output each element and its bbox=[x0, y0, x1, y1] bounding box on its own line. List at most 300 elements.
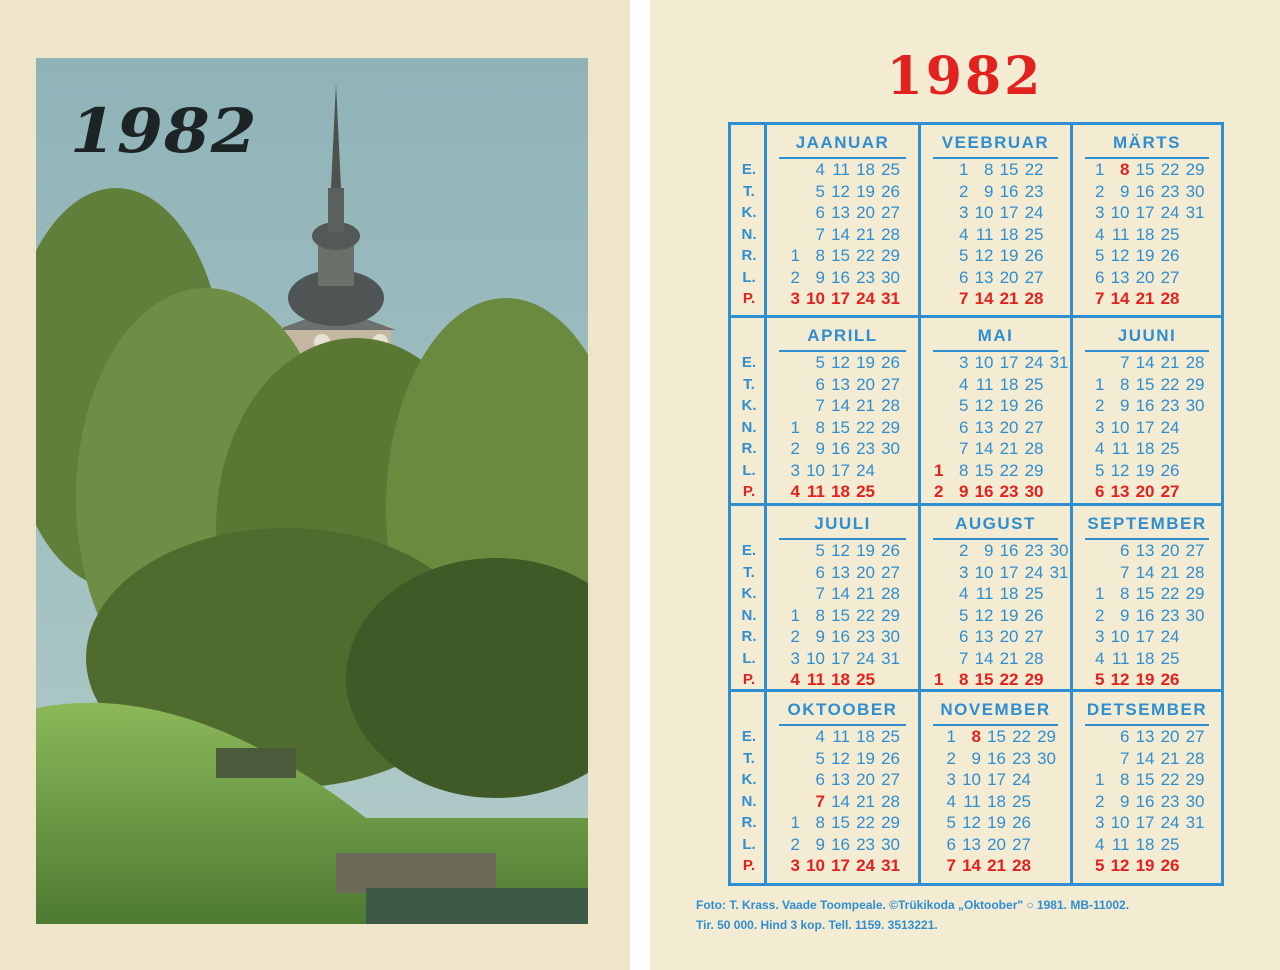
day-cell: 20 bbox=[856, 374, 875, 394]
day-cell: 25 bbox=[856, 670, 875, 689]
day-cell: 8 bbox=[1120, 160, 1130, 179]
day-cell: 9 bbox=[984, 541, 994, 560]
day-cell: 22 bbox=[1160, 770, 1180, 789]
day-cell: 19 bbox=[856, 353, 875, 372]
day-cell: 13 bbox=[831, 203, 850, 222]
day-cell: 9 bbox=[971, 748, 981, 768]
day-cell: 19 bbox=[987, 813, 1006, 832]
day-cell: 23 bbox=[1160, 181, 1180, 201]
day-cell: 17 bbox=[831, 289, 850, 308]
day-cell: 28 bbox=[1160, 289, 1180, 308]
day-cell: 3 bbox=[1095, 813, 1105, 832]
day-cell: 24 bbox=[1160, 813, 1180, 832]
day-cell: 5 bbox=[815, 181, 825, 201]
day-cell: 6 bbox=[1120, 541, 1130, 560]
day-cell: 8 bbox=[1120, 584, 1130, 603]
day-cell: 6 bbox=[959, 627, 969, 646]
day-cell: 13 bbox=[974, 267, 994, 287]
day-cell: 26 bbox=[1012, 813, 1031, 832]
day-cell: 26 bbox=[1160, 246, 1180, 265]
day-cell: 30 bbox=[1185, 605, 1205, 625]
day-cell: 8 bbox=[971, 727, 981, 746]
day-cell: 10 bbox=[1110, 203, 1130, 222]
day-cell: 4 bbox=[790, 482, 800, 501]
day-cell: 24 bbox=[1024, 562, 1044, 582]
day-cell: 30 bbox=[1185, 791, 1205, 811]
day-cell: 21 bbox=[856, 396, 875, 415]
weekday-label: P. bbox=[742, 857, 756, 874]
month-märts bbox=[1073, 125, 1221, 315]
day-cell: 7 bbox=[1120, 562, 1130, 582]
day-cell: 13 bbox=[1135, 541, 1155, 560]
day-cell: 10 bbox=[962, 770, 981, 789]
day-cell: 5 bbox=[946, 813, 956, 832]
day-cell: 15 bbox=[1135, 770, 1155, 789]
day-cell: 21 bbox=[999, 648, 1019, 668]
day-cell: 28 bbox=[881, 224, 900, 244]
weekday-label: R. bbox=[741, 628, 757, 645]
day-cell: 3 bbox=[1095, 203, 1105, 222]
day-cell: 6 bbox=[815, 203, 825, 222]
day-cell: 9 bbox=[1120, 605, 1130, 625]
day-cell: 12 bbox=[1110, 670, 1130, 689]
back-year: 1982 bbox=[886, 46, 1044, 107]
day-cell: 31 bbox=[1185, 203, 1205, 222]
day-cell: 8 bbox=[815, 417, 825, 437]
day-cell: 24 bbox=[1160, 417, 1180, 437]
day-cell: 4 bbox=[1095, 224, 1105, 244]
weekday-label: L. bbox=[742, 835, 756, 853]
day-cell: 4 bbox=[946, 791, 956, 811]
weekday-label: E. bbox=[741, 728, 757, 745]
weekday-label: E. bbox=[741, 161, 757, 178]
day-cell: 10 bbox=[806, 460, 825, 480]
day-cell: 13 bbox=[974, 627, 994, 646]
day-cell: 20 bbox=[987, 834, 1006, 854]
day-cell: 16 bbox=[974, 482, 994, 501]
day-cell: 17 bbox=[831, 460, 850, 480]
day-cell: 2 bbox=[1095, 605, 1105, 625]
day-cell: 7 bbox=[815, 791, 825, 811]
day-cell: 31 bbox=[881, 648, 900, 668]
day-cell: 30 bbox=[881, 627, 900, 646]
weekday-label: R. bbox=[741, 814, 757, 831]
month-name: APRILL bbox=[807, 326, 878, 345]
weekday-label: R. bbox=[741, 440, 757, 457]
day-cell: 10 bbox=[806, 648, 825, 668]
day-cell: 29 bbox=[1024, 670, 1044, 689]
day-cell: 3 bbox=[1095, 627, 1105, 646]
month-name: AUGUST bbox=[955, 514, 1036, 533]
day-cell: 16 bbox=[1135, 396, 1155, 415]
day-cell: 29 bbox=[1185, 584, 1205, 603]
day-cell: 7 bbox=[959, 439, 969, 458]
day-cell: 28 bbox=[881, 396, 900, 415]
day-cell: 27 bbox=[881, 562, 900, 582]
day-cell: 20 bbox=[856, 562, 875, 582]
month-detsember bbox=[1073, 692, 1221, 883]
month-aprill bbox=[767, 318, 918, 503]
day-cell: 22 bbox=[1160, 160, 1180, 179]
month-name: DETSEMBER bbox=[1086, 700, 1208, 719]
day-cell: 13 bbox=[974, 417, 994, 437]
day-cell: 16 bbox=[831, 834, 850, 854]
day-cell: 26 bbox=[1160, 670, 1180, 689]
day-cell: 4 bbox=[1095, 648, 1105, 668]
day-cell: 4 bbox=[959, 374, 969, 394]
day-cell: 29 bbox=[881, 246, 900, 265]
day-cell: 28 bbox=[1185, 748, 1205, 768]
day-cell: 30 bbox=[1185, 396, 1205, 415]
day-cell: 7 bbox=[1120, 748, 1130, 768]
month-september bbox=[1073, 506, 1221, 689]
day-cell: 23 bbox=[856, 834, 875, 854]
day-cell: 18 bbox=[999, 584, 1019, 603]
day-cell: 2 bbox=[1095, 791, 1105, 811]
day-cell: 1 bbox=[790, 417, 800, 437]
day-cell: 7 bbox=[946, 856, 956, 875]
day-cell: 1 bbox=[1095, 770, 1105, 789]
day-cell: 6 bbox=[959, 267, 969, 287]
day-cell: 20 bbox=[856, 203, 875, 222]
quarter-block bbox=[731, 503, 1221, 689]
day-cell: 1 bbox=[1095, 374, 1105, 394]
day-cell: 10 bbox=[806, 856, 825, 875]
day-cell: 25 bbox=[1024, 224, 1044, 244]
day-cell: 31 bbox=[1049, 562, 1069, 582]
weekday-label: K. bbox=[741, 771, 757, 788]
day-cell: 14 bbox=[831, 224, 850, 244]
day-cell: 13 bbox=[831, 770, 850, 789]
month-mai bbox=[918, 318, 1073, 503]
day-cell: 27 bbox=[1012, 834, 1031, 854]
day-cell: 23 bbox=[1160, 605, 1180, 625]
month-oktoober bbox=[767, 692, 918, 883]
day-cell: 31 bbox=[1049, 353, 1069, 372]
day-cell: 31 bbox=[881, 856, 900, 875]
day-cell: 29 bbox=[881, 605, 900, 625]
day-cell: 26 bbox=[881, 748, 900, 768]
day-cell: 19 bbox=[1135, 856, 1155, 875]
day-cell: 17 bbox=[1135, 627, 1155, 646]
month-name: JAANUAR bbox=[795, 133, 890, 152]
day-cell: 7 bbox=[815, 584, 825, 603]
day-cell: 4 bbox=[815, 160, 825, 179]
day-cell: 8 bbox=[815, 246, 825, 265]
day-cell: 15 bbox=[974, 670, 994, 689]
day-cell: 5 bbox=[815, 541, 825, 560]
day-cell: 6 bbox=[959, 417, 969, 437]
day-cell: 12 bbox=[831, 353, 850, 372]
day-cell: 15 bbox=[831, 813, 850, 832]
day-cell: 13 bbox=[1110, 482, 1130, 501]
month-august bbox=[918, 506, 1073, 689]
day-cell: 15 bbox=[999, 160, 1019, 179]
day-cell: 13 bbox=[1110, 267, 1130, 287]
day-cell: 18 bbox=[1135, 648, 1155, 668]
day-cell: 11 bbox=[975, 224, 994, 244]
day-cell: 26 bbox=[881, 541, 900, 560]
day-cell: 14 bbox=[974, 648, 994, 668]
day-cell: 11 bbox=[975, 584, 994, 603]
day-cell: 23 bbox=[1160, 396, 1180, 415]
day-cell: 29 bbox=[1037, 727, 1056, 746]
weekday-label: K. bbox=[741, 397, 757, 414]
day-cell: 4 bbox=[959, 584, 969, 603]
day-cell: 15 bbox=[987, 727, 1006, 746]
day-cell: 15 bbox=[831, 246, 850, 265]
day-cell: 24 bbox=[856, 289, 875, 308]
day-cell: 16 bbox=[1135, 181, 1155, 201]
day-cell: 19 bbox=[1135, 670, 1155, 689]
day-cell: 2 bbox=[790, 834, 800, 854]
weekday-label: N. bbox=[741, 792, 757, 810]
day-cell: 5 bbox=[1095, 856, 1105, 875]
day-cell: 11 bbox=[832, 160, 850, 179]
day-cell: 5 bbox=[959, 396, 969, 415]
day-cell: 9 bbox=[815, 834, 825, 854]
day-cell: 12 bbox=[831, 748, 850, 768]
day-cell: 12 bbox=[831, 181, 850, 201]
day-cell: 20 bbox=[999, 417, 1019, 437]
weekday-label: R. bbox=[741, 247, 757, 264]
day-cell: 23 bbox=[1024, 181, 1044, 201]
day-cell: 1 bbox=[790, 246, 800, 265]
weekday-label: T. bbox=[743, 563, 755, 581]
day-cell: 1 bbox=[790, 813, 800, 832]
day-cell: 26 bbox=[1160, 460, 1180, 480]
day-cell: 14 bbox=[831, 396, 850, 415]
day-cell: 12 bbox=[1110, 460, 1130, 480]
day-cell: 21 bbox=[856, 791, 875, 811]
day-cell: 18 bbox=[831, 670, 850, 689]
day-cell: 23 bbox=[999, 482, 1019, 501]
day-cell: 12 bbox=[974, 246, 994, 265]
day-cell: 22 bbox=[856, 246, 875, 265]
front-card bbox=[0, 0, 630, 970]
month-name: SEPTEMBER bbox=[1087, 514, 1207, 533]
day-cell: 26 bbox=[881, 181, 900, 201]
day-cell: 8 bbox=[959, 670, 969, 689]
day-cell: 5 bbox=[959, 605, 969, 625]
day-cell: 15 bbox=[831, 605, 850, 625]
weekday-column bbox=[731, 318, 767, 503]
day-cell: 27 bbox=[1024, 417, 1044, 437]
day-cell: 21 bbox=[1160, 353, 1180, 372]
day-cell: 17 bbox=[999, 353, 1019, 372]
day-cell: 5 bbox=[959, 246, 969, 265]
month-name: MÄRTS bbox=[1113, 133, 1181, 152]
day-cell: 16 bbox=[831, 439, 850, 458]
day-cell: 12 bbox=[831, 541, 850, 560]
day-cell: 10 bbox=[974, 562, 994, 582]
day-cell: 7 bbox=[815, 224, 825, 244]
day-cell: 7 bbox=[1120, 353, 1130, 372]
day-cell: 23 bbox=[1024, 541, 1044, 560]
day-cell: 26 bbox=[1024, 246, 1044, 265]
day-cell: 16 bbox=[987, 748, 1006, 768]
day-cell: 14 bbox=[1110, 289, 1130, 308]
day-cell: 21 bbox=[1160, 748, 1180, 768]
day-cell: 27 bbox=[881, 770, 900, 789]
day-cell: 15 bbox=[831, 417, 850, 437]
back-card bbox=[650, 0, 1280, 970]
day-cell: 11 bbox=[807, 482, 825, 501]
month-name: OKTOOBER bbox=[787, 700, 898, 719]
weekday-label: N. bbox=[741, 225, 757, 243]
day-cell: 20 bbox=[999, 267, 1019, 287]
day-cell: 20 bbox=[856, 770, 875, 789]
day-cell: 25 bbox=[1024, 584, 1044, 603]
day-cell: 16 bbox=[1135, 791, 1155, 811]
day-cell: 31 bbox=[881, 289, 900, 308]
day-cell: 10 bbox=[1110, 417, 1130, 437]
day-cell: 29 bbox=[881, 813, 900, 832]
weekday-label: P. bbox=[742, 483, 756, 500]
day-cell: 11 bbox=[807, 670, 825, 689]
day-cell: 19 bbox=[1135, 246, 1155, 265]
weekday-column bbox=[731, 506, 767, 689]
weekday-label: K. bbox=[741, 204, 757, 221]
day-cell: 17 bbox=[999, 203, 1019, 222]
day-cell: 9 bbox=[815, 627, 825, 646]
day-cell: 1 bbox=[959, 160, 969, 179]
day-cell: 14 bbox=[974, 289, 994, 308]
day-cell: 24 bbox=[1160, 627, 1180, 646]
day-cell: 3 bbox=[790, 856, 800, 875]
day-cell: 18 bbox=[1135, 224, 1155, 244]
day-cell: 25 bbox=[881, 727, 900, 746]
day-cell: 9 bbox=[815, 267, 825, 287]
day-cell: 8 bbox=[959, 460, 969, 480]
weekday-label: E. bbox=[741, 542, 757, 559]
month-name: JUUNI bbox=[1117, 326, 1177, 345]
day-cell: 3 bbox=[790, 460, 800, 480]
day-cell: 23 bbox=[1160, 791, 1180, 811]
day-cell: 24 bbox=[1012, 770, 1031, 789]
day-cell: 27 bbox=[1160, 482, 1180, 501]
day-cell: 26 bbox=[881, 353, 900, 372]
day-cell: 22 bbox=[1160, 374, 1180, 394]
month-name: VEEBRUAR bbox=[941, 133, 1050, 152]
day-cell: 4 bbox=[959, 224, 969, 244]
day-cell: 21 bbox=[999, 439, 1019, 458]
day-cell: 18 bbox=[831, 482, 850, 501]
day-cell: 16 bbox=[1135, 605, 1155, 625]
day-cell: 22 bbox=[856, 605, 875, 625]
footer-line-2: Tir. 50 000. Hind 3 kop. Tell. 1159. 3513221. bbox=[696, 918, 938, 932]
day-cell: 16 bbox=[999, 181, 1019, 201]
day-cell: 4 bbox=[1095, 439, 1105, 458]
day-cell: 21 bbox=[856, 224, 875, 244]
day-cell: 5 bbox=[1095, 246, 1105, 265]
day-cell: 18 bbox=[1135, 834, 1155, 854]
day-cell: 19 bbox=[999, 396, 1019, 415]
weekday-label: P. bbox=[742, 290, 756, 307]
day-cell: 21 bbox=[1135, 289, 1155, 308]
day-cell: 11 bbox=[1111, 834, 1130, 854]
day-cell: 1 bbox=[790, 605, 800, 625]
day-cell: 26 bbox=[1024, 605, 1044, 625]
day-cell: 17 bbox=[999, 562, 1019, 582]
day-cell: 6 bbox=[1095, 267, 1105, 287]
day-cell: 21 bbox=[1160, 562, 1180, 582]
day-cell: 1 bbox=[1095, 584, 1105, 603]
day-cell: 1 bbox=[1095, 160, 1105, 179]
day-cell: 28 bbox=[1012, 856, 1031, 875]
day-cell: 16 bbox=[999, 541, 1019, 560]
day-cell: 21 bbox=[987, 856, 1006, 875]
weekday-label: P. bbox=[742, 671, 756, 688]
day-cell: 18 bbox=[856, 727, 875, 746]
month-veebruar bbox=[918, 125, 1073, 315]
day-cell: 9 bbox=[1120, 396, 1130, 415]
day-cell: 30 bbox=[1185, 181, 1205, 201]
day-cell: 28 bbox=[1024, 289, 1044, 308]
day-cell: 25 bbox=[1012, 791, 1031, 811]
day-cell: 28 bbox=[1185, 353, 1205, 372]
month-jaanuar bbox=[767, 125, 918, 315]
day-cell: 12 bbox=[974, 605, 994, 625]
month-name: MAI bbox=[977, 326, 1014, 345]
day-cell: 27 bbox=[881, 203, 900, 222]
calendar-grid bbox=[728, 122, 1224, 886]
day-cell: 19 bbox=[999, 246, 1019, 265]
day-cell: 19 bbox=[999, 605, 1019, 625]
day-cell: 18 bbox=[999, 224, 1019, 244]
day-cell: 2 bbox=[946, 748, 956, 768]
day-cell: 27 bbox=[1024, 627, 1044, 646]
day-cell: 23 bbox=[1012, 748, 1031, 768]
month-juuli bbox=[767, 506, 918, 689]
day-cell: 3 bbox=[959, 562, 969, 582]
day-cell: 25 bbox=[881, 160, 900, 179]
day-cell: 17 bbox=[987, 770, 1006, 789]
day-cell: 1 bbox=[934, 670, 944, 689]
day-cell: 4 bbox=[815, 727, 825, 746]
day-cell: 3 bbox=[1095, 417, 1105, 437]
day-cell: 28 bbox=[1024, 439, 1044, 458]
day-cell: 5 bbox=[1095, 460, 1105, 480]
day-cell: 20 bbox=[1160, 541, 1180, 560]
day-cell: 24 bbox=[1024, 203, 1044, 222]
day-cell: 17 bbox=[831, 648, 850, 668]
day-cell: 13 bbox=[831, 374, 850, 394]
day-cell: 23 bbox=[856, 267, 875, 287]
day-cell: 14 bbox=[1135, 353, 1155, 372]
day-cell: 24 bbox=[856, 648, 875, 668]
day-cell: 2 bbox=[790, 627, 800, 646]
day-cell: 14 bbox=[1135, 562, 1155, 582]
day-cell: 25 bbox=[1160, 439, 1180, 458]
day-cell: 23 bbox=[856, 439, 875, 458]
day-cell: 12 bbox=[974, 396, 994, 415]
weekday-column bbox=[731, 125, 767, 315]
day-cell: 9 bbox=[959, 482, 969, 501]
quarter-block bbox=[731, 125, 1221, 315]
day-cell: 10 bbox=[974, 203, 994, 222]
day-cell: 22 bbox=[1024, 160, 1044, 179]
day-cell: 3 bbox=[946, 770, 956, 789]
day-cell: 25 bbox=[1024, 374, 1044, 394]
day-cell: 10 bbox=[974, 353, 994, 372]
day-cell: 13 bbox=[1135, 727, 1155, 746]
day-cell: 17 bbox=[1135, 813, 1155, 832]
day-cell: 28 bbox=[1185, 562, 1205, 582]
day-cell: 25 bbox=[856, 482, 875, 501]
day-cell: 4 bbox=[790, 670, 800, 689]
day-cell: 16 bbox=[831, 627, 850, 646]
